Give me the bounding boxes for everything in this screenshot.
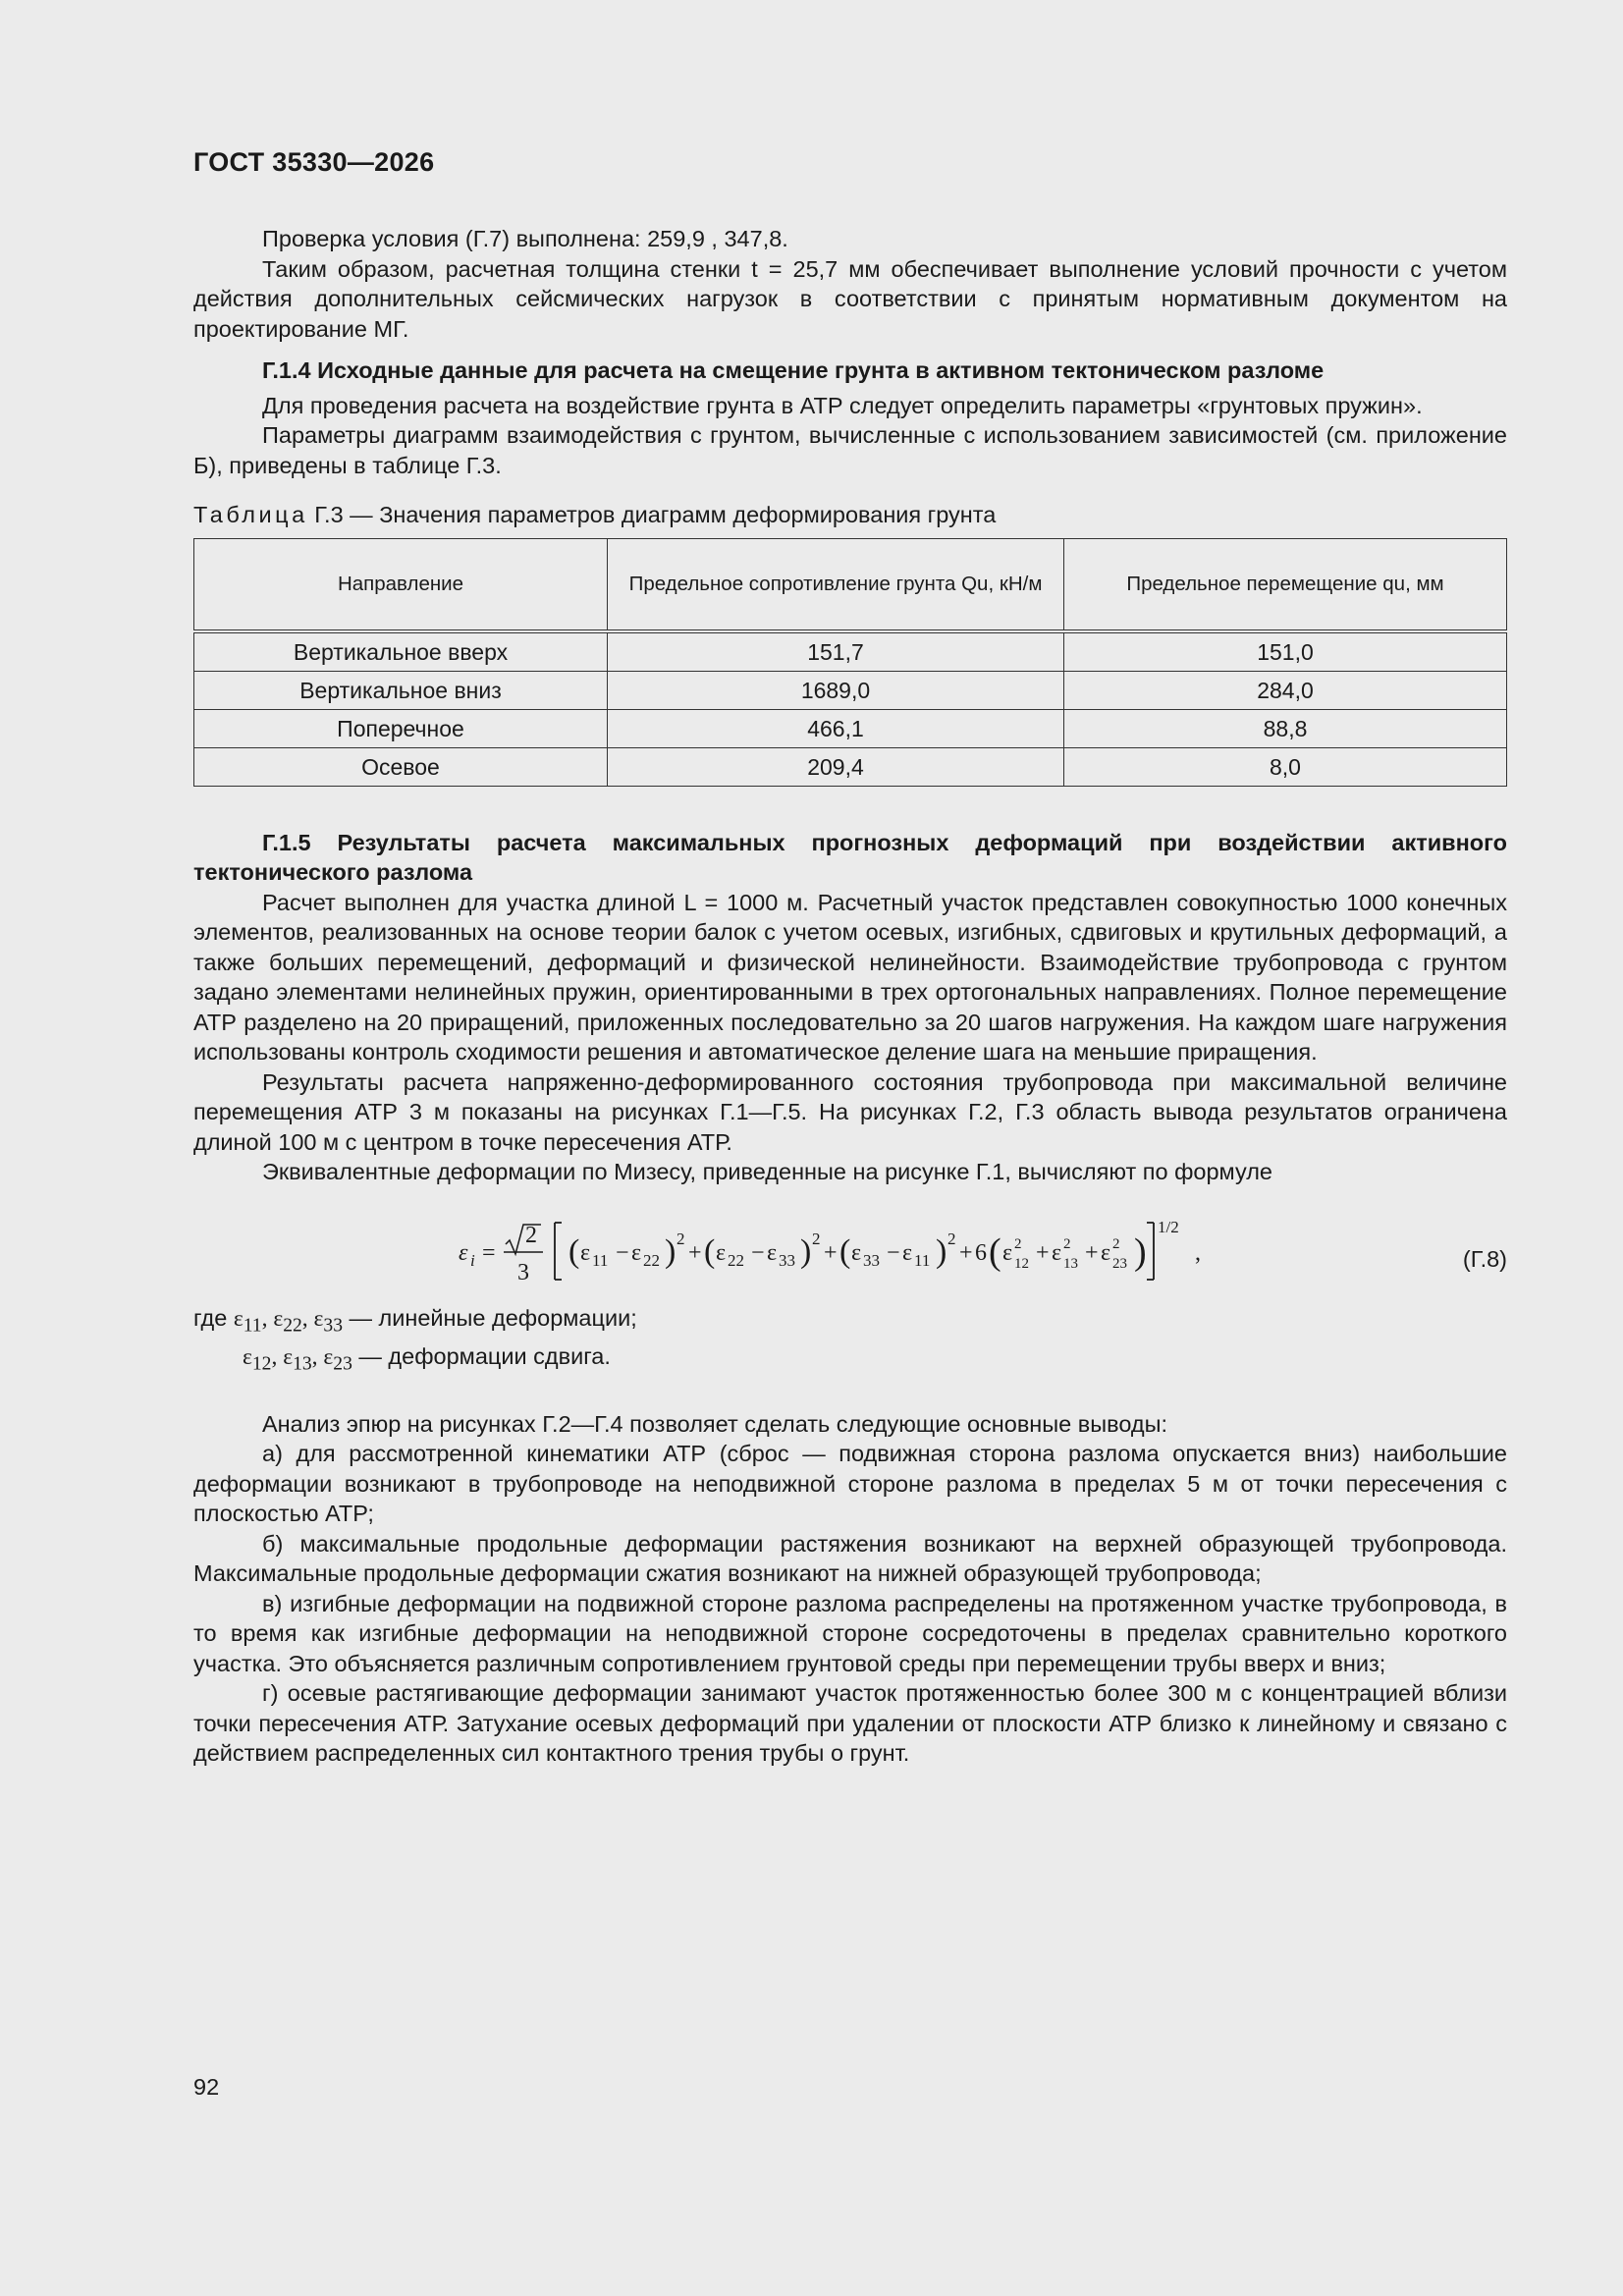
svg-text:11: 11 <box>592 1250 609 1270</box>
table-row <box>194 631 1507 672</box>
svg-text:23: 23 <box>1112 1255 1127 1272</box>
table-header-cell: Направление <box>194 538 608 631</box>
svg-text:): ) <box>800 1232 812 1270</box>
svg-text:ε: ε <box>580 1239 591 1266</box>
list-item: г) осевые растягивающие деформации занимают участок протяженностью более 300 м с концентрацией вблизи точки пересечения АТР. Затухание осевых деформаций при удалении от плоскости АТР близко к линейному и связано с действием распределенных сил контактного трения трубы о грунт. <box>193 1680 1507 1767</box>
table-caption <box>193 500 1507 530</box>
svg-text:+: + <box>688 1239 702 1266</box>
svg-text:2: 2 <box>1112 1235 1120 1252</box>
table-cell: 284,0 <box>1064 671 1507 709</box>
svg-text:ε: ε <box>716 1239 727 1266</box>
svg-text:): ) <box>1134 1230 1147 1273</box>
where-desc: — деформации сдвига. <box>358 1342 611 1369</box>
table-cell: 88,8 <box>1064 709 1507 747</box>
table-row <box>194 671 1507 709</box>
list-item: в) изгибные деформации на подвижной стороне разлома распределены на протяженном участке трубопровода, в то время как изгибные деформации на неподвижной стороне сосредоточены в пределах сравнительно короткого участка. Это объясняется различным сопротивлением грунтовой среды при перемещении трубы вверх и вниз; <box>193 1590 1507 1676</box>
where-line-shear <box>193 1341 1507 1380</box>
table-cell: Вертикальное вверх <box>194 631 608 672</box>
svg-text:13: 13 <box>1063 1255 1078 1272</box>
page-content <box>193 224 1507 1769</box>
svg-text:22: 22 <box>643 1250 660 1270</box>
list-item: а) для рассмотренной кинематики АТР (сброс — подвижная сторона разлома опускается вниз) наибольшие деформации возникают в трубопроводе на неподвижной стороне разлома в пределах 5 м от точки пересечения с плоскостью АТР; <box>193 1441 1507 1527</box>
table-caption-word: Таблица <box>193 502 308 527</box>
svg-text:ε: ε <box>1002 1239 1013 1266</box>
svg-text:ε: ε <box>902 1239 913 1266</box>
paragraph: Расчет выполнен для участка длиной L = 1000 м. Расчетный участок представлен совокупностью 1000 конечных элементов, реализованных на основе теории балок с учетом осевых, изгибных, сдвиговых и крутильных деформаций, а также больших перемещений, деформаций и физической нелинейности. Взаимодействие трубопровода с грунтом задано элементами нелинейных пружин, ориентированными в трех ортогональных направлениях. Полное перемещение АТР разделено на 20 приращений, приложенных последовательно за 20 шагов нагружения. На каждом шаге нагружения использованы контроль сходимости решения и автоматическое деление шага на меньшие приращения. <box>193 889 1507 1065</box>
strain-symbols-shear: $\varepsilon_{12}$, $\varepsilon_{13}$, $\varepsilon_{23}$ <box>243 1343 352 1375</box>
paragraph: Проверка условия (Г.7) выполнена: 259,9 , 347,8. <box>262 226 788 251</box>
table-cell: Поперечное <box>194 709 608 747</box>
formula-g8 <box>193 1205 1507 1303</box>
svg-text:+: + <box>1036 1239 1050 1266</box>
von-mises-formula <box>449 1205 1254 1303</box>
svg-text:ε: ε <box>1052 1239 1062 1266</box>
table-cell: Вертикальное вниз <box>194 671 608 709</box>
table-cell: 466,1 <box>608 709 1064 747</box>
table-caption-text: Г.3 — Значения параметров диаграмм деформирования грунта <box>314 502 997 527</box>
svg-text:33: 33 <box>779 1250 795 1270</box>
svg-text:ε: ε <box>851 1239 862 1266</box>
where-desc: — линейные деформации; <box>349 1304 637 1331</box>
svg-text:22: 22 <box>728 1250 744 1270</box>
table-cell: 151,0 <box>1064 631 1507 672</box>
list-item: б) максимальные продольные деформации растяжения возникают на верхней образующей трубопровода. Максимальные продольные деформации сжатия возникают на нижней образующей трубопровода; <box>193 1530 1507 1587</box>
table-cell: 151,7 <box>608 631 1064 672</box>
svg-text:ε: ε <box>1101 1239 1111 1266</box>
svg-text:−: − <box>616 1239 629 1266</box>
svg-text:=: = <box>482 1239 496 1266</box>
strain-symbols-linear: $\varepsilon_{11}$, $\varepsilon_{22}$, $\varepsilon_{33}$ <box>233 1305 343 1337</box>
table-row <box>194 747 1507 786</box>
svg-text:ε: ε <box>767 1239 778 1266</box>
table-header-cell: Предельное сопротивление грунта Qu, кН/м <box>608 538 1064 631</box>
svg-text:(: ( <box>989 1230 1001 1273</box>
svg-text:i: i <box>470 1250 475 1270</box>
svg-text:2: 2 <box>947 1229 956 1248</box>
svg-text:): ) <box>936 1232 947 1270</box>
table-cell: 209,4 <box>608 747 1064 786</box>
paragraph: Эквивалентные деформации по Мизесу, приведенные на рисунке Г.1, вычисляют по формуле <box>262 1159 1272 1184</box>
svg-text:2: 2 <box>1014 1235 1022 1252</box>
svg-text:2: 2 <box>525 1222 537 1248</box>
svg-text:11: 11 <box>914 1250 931 1270</box>
soil-parameters-table <box>193 538 1507 787</box>
paragraph: Таким образом, расчетная толщина стенки t = 25,7 мм обеспечивает выполнение условий прочности с учетом действия дополнительных сейсмических нагрузок в соответствии с принятым нормативным документом на проектирование МГ. <box>193 255 1507 342</box>
svg-text:2: 2 <box>676 1229 685 1248</box>
svg-text:+: + <box>824 1239 838 1266</box>
svg-text:,: , <box>1195 1239 1201 1266</box>
table-cell: 1689,0 <box>608 671 1064 709</box>
table-cell: 8,0 <box>1064 747 1507 786</box>
svg-text:2: 2 <box>1063 1235 1071 1252</box>
where-line-linear <box>193 1303 1507 1341</box>
svg-text:(: ( <box>568 1232 580 1270</box>
svg-text:+: + <box>1085 1239 1099 1266</box>
svg-text:ε: ε <box>631 1239 642 1266</box>
standard-header: ГОСТ 35330—2026 <box>193 147 435 177</box>
svg-text:3: 3 <box>517 1259 529 1285</box>
section-heading-g15: Г.1.5 Результаты расчета максимальных прогнозных деформаций при воздействии активного тектонического разлома <box>193 829 1507 885</box>
table-cell: Осевое <box>194 747 608 786</box>
svg-text:−: − <box>887 1239 900 1266</box>
svg-text:ε: ε <box>459 1239 468 1266</box>
svg-text:1/2: 1/2 <box>1158 1217 1179 1236</box>
formula-number: (Г.8) <box>1462 1245 1507 1272</box>
paragraph: Анализ эпюр на рисунках Г.2—Г.4 позволяет сделать следующие основные выводы: <box>262 1410 1168 1437</box>
svg-text:6: 6 <box>975 1239 987 1266</box>
svg-text:2: 2 <box>812 1229 821 1248</box>
section-heading-g14: Г.1.4 Исходные данные для расчета на смещение грунта в активном тектоническом разломе <box>262 357 1325 383</box>
where-prefix: где <box>193 1304 228 1331</box>
paragraph: Для проведения расчета на воздействие грунта в АТР следует определить параметры «грунтовых пружин». <box>262 392 1423 418</box>
svg-text:(: ( <box>704 1232 716 1270</box>
paragraph: Результаты расчета напряженно-деформированного состояния трубопровода при максимальной величине перемещения АТР 3 м показаны на рисунках Г.1—Г.5. На рисунках Г.2, Г.3 область вывода результатов ограничена длиной 100 м с центром в точке пересечения АТР. <box>193 1068 1507 1155</box>
svg-text:(: ( <box>839 1232 851 1270</box>
table-row <box>194 709 1507 747</box>
svg-text:): ) <box>665 1232 676 1270</box>
paragraph: Параметры диаграмм взаимодействия с грунтом, вычисленные с использованием зависимостей (см. приложение Б), приведены в таблице Г.3. <box>193 422 1507 478</box>
svg-text:+: + <box>959 1239 973 1266</box>
svg-text:−: − <box>751 1239 765 1266</box>
page-number: 92 <box>193 2074 220 2100</box>
table-header-row <box>194 538 1507 631</box>
table-header-cell: Предельное перемещение qu, мм <box>1064 538 1507 631</box>
svg-text:33: 33 <box>863 1250 880 1270</box>
svg-text:12: 12 <box>1014 1255 1029 1272</box>
